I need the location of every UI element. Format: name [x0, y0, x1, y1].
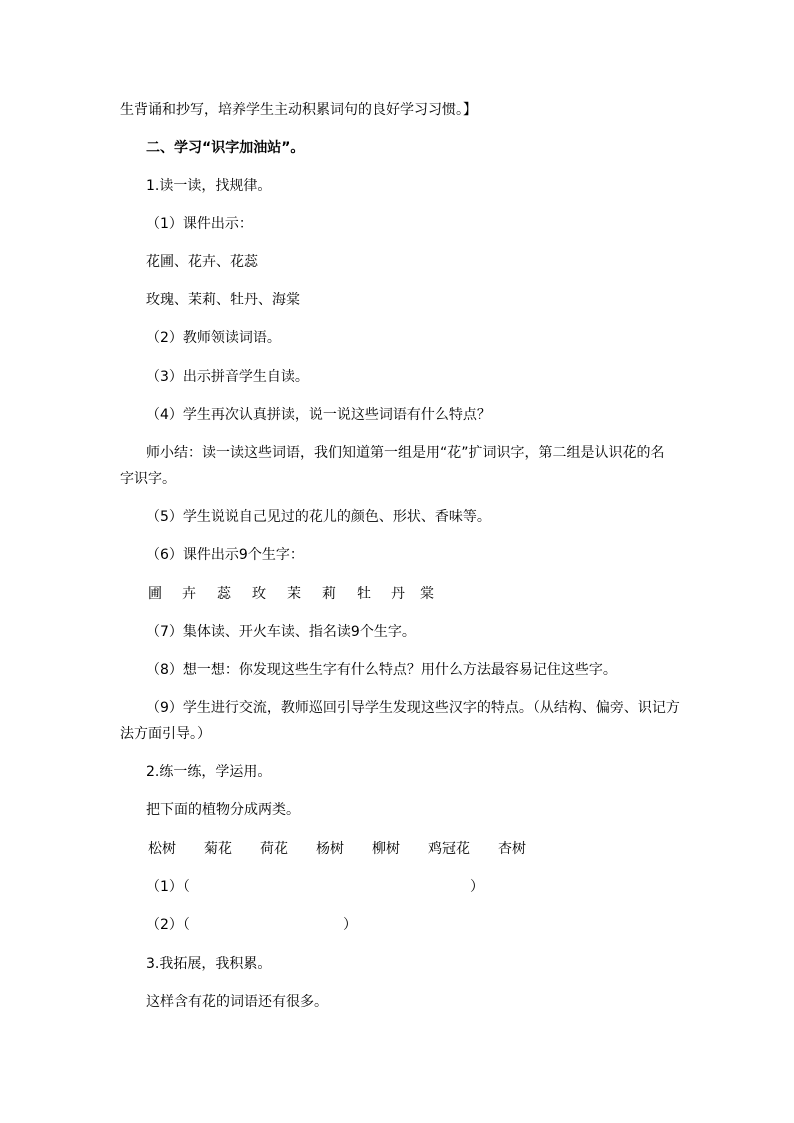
plant-word: 荷花	[260, 841, 288, 857]
item-8: （8）想一想：你发现这些生字有什么特点？用什么方法最容易记住这些字。	[146, 662, 617, 678]
character: 茉	[287, 586, 301, 602]
item-9-line-2: 法方面引导。）	[120, 726, 211, 742]
character: 圃	[148, 586, 162, 602]
step-heading-3: 3.我拓展，我积累。	[146, 956, 272, 972]
paragraph-continuation: 生背诵和抄写，培养学生主动积累词句的良好学习习惯。】	[120, 102, 477, 118]
new-characters-row	[0, 584, 794, 604]
answer-blank-1-open: （1）（	[146, 879, 190, 895]
character: 蕊	[217, 586, 231, 602]
plant-word: 鸡冠花	[428, 841, 470, 857]
plant-word: 杏树	[498, 841, 526, 857]
character: 棠	[420, 586, 434, 602]
plant-word: 杨树	[316, 841, 344, 857]
step-heading-1: 1.读一读，找规律。	[146, 178, 272, 194]
item-6: （6）课件出示9个生字：	[146, 547, 304, 563]
answer-blank-2-close: ）	[343, 917, 357, 933]
item-9-line-1: （9）学生进行交流，教师巡回引导学生发现这些汉字的特点。（从结构、偏旁、识记方	[146, 700, 680, 716]
character: 玫	[252, 586, 266, 602]
item-1: （1）课件出示：	[146, 216, 253, 232]
teacher-summary-line-1: 师小结：读一读这些词语，我们知道第一组是用“花”扩词识字，第二组是认识花的名	[146, 445, 665, 461]
answer-blank-1-close: ）	[470, 879, 484, 895]
plants-row	[0, 839, 794, 859]
closing-sentence: 这样含有花的词语还有很多。	[146, 994, 328, 1010]
item-5: （5）学生说说自己见过的花儿的颜色、形状、香味等。	[146, 509, 491, 525]
step-heading-2: 2.练一练，学运用。	[146, 764, 272, 780]
answer-blank-2-open: （2）（	[146, 917, 190, 933]
item-2: （2）教师领读词语。	[146, 330, 281, 346]
item-7: （7）集体读、开火车读、指名读9个生字。	[146, 624, 416, 640]
section-heading: 二、学习“识字加油站”。	[146, 140, 305, 156]
exercise-instruction: 把下面的植物分成两类。	[146, 802, 300, 818]
character: 牡	[357, 586, 371, 602]
word-group-1: 花圃、花卉、花蕊	[146, 254, 258, 270]
character: 丹	[391, 586, 405, 602]
plant-word: 柳树	[372, 841, 400, 857]
word-group-2: 玫瑰、茉莉、牡丹、海棠	[146, 292, 300, 308]
plant-word: 松树	[148, 841, 176, 857]
item-4: （4）学生再次认真拼读，说一说这些词语有什么特点？	[146, 407, 491, 423]
character: 莉	[322, 586, 336, 602]
item-3: （3）出示拼音学生自读。	[146, 369, 309, 385]
plant-word: 菊花	[204, 841, 232, 857]
character: 卉	[182, 586, 196, 602]
teacher-summary-line-2: 字识字。	[120, 471, 176, 487]
